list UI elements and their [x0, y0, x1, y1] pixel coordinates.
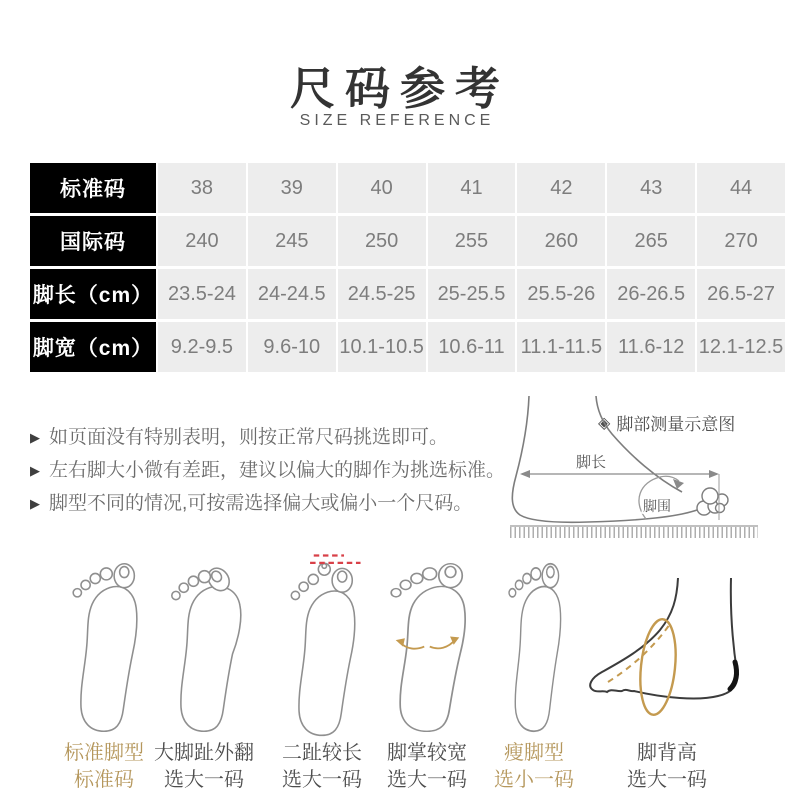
row-header-standard-size: 标准码 [30, 163, 156, 213]
label-line: 大脚趾外翻 [154, 742, 254, 764]
table-cell: 25-25.5 [428, 269, 516, 319]
list-item [30, 490, 500, 517]
foot-high-instep-illustration [578, 578, 756, 730]
foot-bigtoe-valgus-illustration [158, 560, 250, 735]
label-line: 瘦脚型 [504, 742, 564, 764]
label-line: 标准码 [74, 769, 134, 791]
instep-guide-dashed [608, 624, 670, 682]
table-cell: 24.5-25 [338, 269, 426, 319]
table-cell: 40 [338, 163, 426, 213]
foot-length-label: 脚长 [575, 454, 607, 471]
foot-wide-illustration [378, 560, 476, 735]
table-cell: 240 [158, 216, 246, 266]
table-cell: 26.5-27 [697, 269, 785, 319]
size-tips-list [30, 424, 506, 523]
table-cell: 38 [158, 163, 246, 213]
label-line: 选大一码 [282, 769, 362, 791]
note-text: 如页面没有特别表明，则按正常尺码挑选即可。 [49, 427, 449, 448]
measure-diagram-title-text: 脚部测量示意图 [616, 415, 736, 434]
note-text: 左右脚大小微有差距，建议以偏大的脚作为挑选标准。 [49, 460, 506, 481]
heel-shade [730, 662, 737, 689]
label-line: 选小一码 [494, 769, 574, 791]
table-cell: 265 [607, 216, 695, 266]
list-item [30, 424, 500, 451]
table-cell: 245 [248, 216, 336, 266]
table-cell: 43 [607, 163, 695, 213]
foot-type-label-high-instep [592, 740, 742, 794]
label-line: 选大一码 [627, 769, 707, 791]
row-header-foot-width: 脚宽（cm） [30, 322, 156, 372]
table-cell: 24-24.5 [248, 269, 336, 319]
toe-length-guides [310, 556, 360, 563]
foot-thin-illustration [488, 560, 580, 735]
toes-curls [697, 488, 728, 515]
table-cell: 255 [428, 216, 516, 266]
table-cell: 270 [697, 216, 785, 266]
table-cell: 9.6-10 [248, 322, 336, 372]
label-line: 标准脚型 [64, 742, 144, 764]
list-item [30, 457, 506, 484]
table-cell: 260 [517, 216, 605, 266]
table-cell: 44 [697, 163, 785, 213]
table-cell: 12.1-12.5 [697, 322, 785, 372]
table-cell: 41 [428, 163, 516, 213]
table-cell: 39 [248, 163, 336, 213]
table-cell: 11.6-12 [607, 322, 695, 372]
table-cell: 26-26.5 [607, 269, 695, 319]
diamond-icon: ◈ [598, 414, 611, 432]
label-line: 二趾较长 [282, 742, 362, 764]
foot-standard-illustration [58, 560, 150, 735]
table-cell: 42 [517, 163, 605, 213]
table-cell: 250 [338, 216, 426, 266]
note-text: 脚型不同的情况,可按需选择偏大或偏小一个尺码。 [49, 493, 473, 514]
label-line: 选大一码 [164, 769, 244, 791]
foot-type-label-thin [459, 740, 609, 794]
size-reference-table [30, 163, 785, 372]
page-subtitle: SIZE REFERENCE [299, 112, 495, 129]
row-header-foot-length: 脚长（cm） [30, 269, 156, 319]
page-title: 尺码参考 [289, 63, 510, 114]
table-cell: 9.2-9.5 [158, 322, 246, 372]
label-line: 脚背高 [637, 742, 697, 764]
table-cell: 11.1-11.5 [517, 322, 605, 372]
table-cell: 10.6-11 [428, 322, 516, 372]
triangle-bullet-icon: ▶ [30, 463, 40, 478]
triangle-bullet-icon: ▶ [30, 496, 40, 511]
row-header-international-size: 国际码 [30, 216, 156, 266]
table-cell: 10.1-10.5 [338, 322, 426, 372]
table-cell: 25.5-26 [517, 269, 605, 319]
triangle-bullet-icon: ▶ [30, 430, 40, 445]
label-line: 选大一码 [387, 769, 467, 791]
table-cell: 23.5-24 [158, 269, 246, 319]
label-line: 脚掌较宽 [387, 742, 467, 764]
foot-measure-diagram [496, 396, 788, 548]
foot-girth-label: 脚围 [643, 498, 671, 514]
foot-long-second-toe-illustration [276, 550, 368, 739]
